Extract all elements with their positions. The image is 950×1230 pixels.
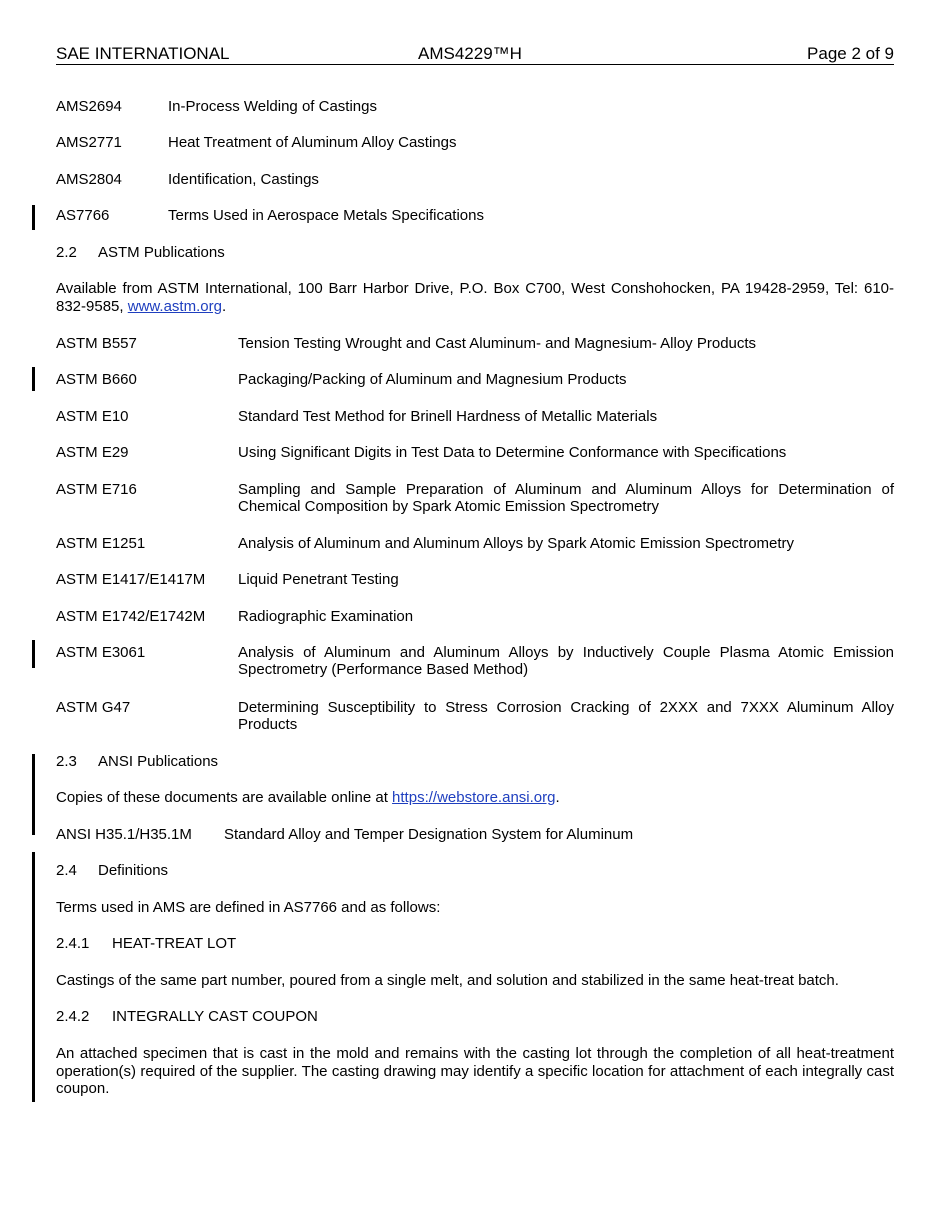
ref-code: AMS2694 — [56, 98, 122, 115]
ref-code: ASTM E29 — [56, 444, 129, 461]
section-number: 2.4.2 — [56, 1008, 90, 1025]
ansi-link-period: . — [555, 789, 560, 806]
ref-title: Heat Treatment of Aluminum Alloy Castings — [168, 134, 457, 151]
ref-title: In-Process Welding of Castings — [168, 98, 377, 115]
ref-title: Identification, Castings — [168, 171, 319, 188]
section-heading-2-2 — [56, 244, 225, 261]
ref-code: AMS2771 — [56, 134, 122, 151]
header-doc-number: AMS4229™H — [418, 44, 522, 63]
ref-code: ANSI H35.1/H35.1M — [56, 826, 192, 843]
section-number: 2.2 — [56, 244, 77, 261]
ref-title: Analysis of Aluminum and Aluminum Alloys by Inductively Couple Plasma Atomic Emission Spectrometry (Performance Based Method) — [238, 644, 894, 678]
revision-bar — [32, 754, 35, 835]
ref-code: ASTM E716 — [56, 481, 137, 498]
ref-title: Tension Testing Wrought and Cast Aluminum- and Magnesium- Alloy Products — [238, 335, 757, 352]
ref-code: ASTM E1742/E1742M — [56, 608, 206, 625]
revision-bar — [32, 852, 35, 1102]
section-heading-2-3 — [56, 753, 218, 770]
ref-code: ASTM B557 — [56, 335, 137, 352]
ansi-availability-text: Copies of these documents are available online at — [56, 789, 388, 806]
ref-code: ASTM E3061 — [56, 644, 146, 661]
section-title: HEAT-TREAT LOT — [112, 935, 237, 952]
section-number: 2.4.1 — [56, 935, 90, 952]
astm-availability-paragraph — [56, 280, 894, 315]
heat-treat-lot-definition: Castings of the same part number, poured from a single melt, and solution and stabilized in the same heat-treat batch. — [56, 972, 839, 989]
ref-code: ASTM E1417/E1417M — [56, 571, 206, 588]
astm-availability-text: Available from ASTM International, 100 Barr Harbor Drive, P.O. Box C700, West Conshohocken, PA 19428-2959, Tel: 610-832-9585, — [56, 280, 894, 315]
section-number: 2.3 — [56, 753, 77, 770]
integrally-cast-coupon-definition: An attached specimen that is cast in the mold and remains with the casting lot through the completion of all heat-treatment operation(s) required of the supplier. The casting drawing may identify a specific location for attachment of each integrally cast coupon. — [56, 1045, 894, 1097]
section-heading-2-4-1 — [56, 935, 236, 952]
ref-title: Standard Alloy and Temper Designation System for Aluminum — [224, 826, 634, 843]
ref-title: Determining Susceptibility to Stress Corrosion Cracking of 2XXX and 7XXX Aluminum Alloy Products — [238, 699, 894, 733]
revision-bar — [32, 640, 35, 668]
ref-title: Terms Used in Aerospace Metals Specifications — [168, 207, 484, 224]
revision-bar — [32, 205, 35, 230]
ref-title: Using Significant Digits in Test Data to Determine Conformance with Specifications — [238, 444, 787, 461]
ref-title: Analysis of Aluminum and Aluminum Alloys by Spark Atomic Emission Spectrometry — [238, 535, 795, 552]
ref-title: Packaging/Packing of Aluminum and Magnesium Products — [238, 371, 627, 388]
section-title: ANSI Publications — [98, 753, 219, 770]
section-title: INTEGRALLY CAST COUPON — [112, 1008, 318, 1025]
section-title: Definitions — [98, 862, 169, 879]
ref-title: Sampling and Sample Preparation of Aluminum and Aluminum Alloys for Determination of Chemical Composition by Spark Atomic Emission Spectrometry — [238, 481, 894, 515]
section-heading-2-4-2 — [56, 1008, 318, 1025]
astm-link[interactable]: www.astm.org — [127, 297, 222, 315]
revision-bar — [32, 367, 35, 391]
ref-code: AMS2804 — [56, 171, 122, 188]
astm-link-period: . — [221, 297, 227, 315]
header-page-number: Page 2 of 9 — [807, 44, 894, 63]
ref-code: ASTM B660 — [56, 371, 137, 388]
ref-code: ASTM E10 — [56, 408, 129, 425]
ref-code: ASTM E1251 — [56, 535, 146, 552]
section-number: 2.4 — [56, 862, 77, 879]
ref-code: AS7766 — [56, 207, 110, 224]
ref-title: Liquid Penetrant Testing — [238, 571, 399, 588]
ref-title: Radiographic Examination — [238, 608, 414, 625]
ref-code: ASTM G47 — [56, 699, 131, 716]
definitions-intro: Terms used in AMS are defined in AS7766 and as follows: — [56, 899, 441, 916]
ansi-availability-paragraph — [56, 789, 560, 806]
ansi-link[interactable]: https://webstore.ansi.org — [392, 789, 556, 806]
ref-title: Standard Test Method for Brinell Hardness of Metallic Materials — [238, 408, 658, 425]
section-heading-2-4 — [56, 862, 168, 879]
section-title: ASTM Publications — [98, 244, 225, 261]
header-org: SAE INTERNATIONAL — [56, 44, 230, 63]
page-header — [56, 44, 894, 65]
